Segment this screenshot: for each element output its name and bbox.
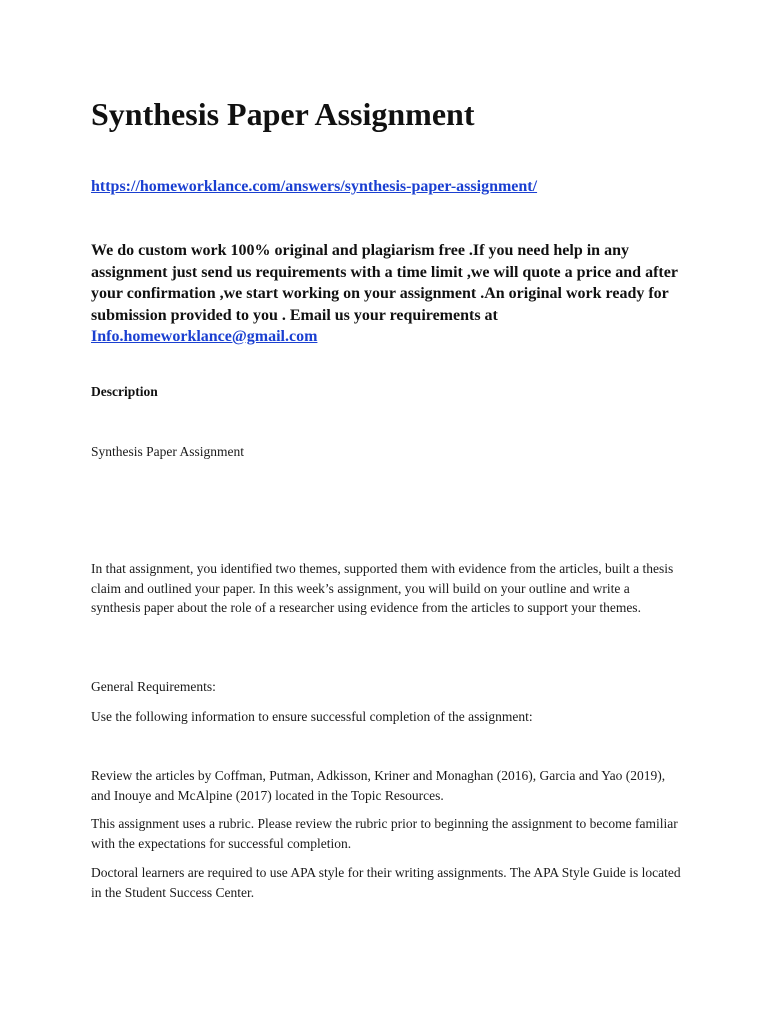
description-heading: Description	[91, 384, 158, 399]
promo-paragraph	[91, 240, 681, 348]
assignment-paragraph: In that assignment, you identified two themes, supported them with evidence from the articles, built a thesis claim and outlined your paper. In this week’s assignment, you will build on your outline and write a synthesis paper about the role of a researcher using evidence from the articles to support your themes.	[91, 561, 674, 616]
promo-text: We do custom work 100% original and plagiarism free .If you need help in any assignment just send us requirements with a time limit ,we will quote a price and after your confirmation ,we start working on your assignment .An original work ready for submission provided to you . Email us your requirements at	[91, 242, 678, 324]
source-url-link[interactable]: https://homeworklance.com/answers/synthesis-paper-assignment/	[91, 178, 538, 195]
requirement-apa-style: Doctoral learners are required to use APA style for their writing assignments. The APA Style Guide is located in the Student Success Center.	[91, 865, 681, 900]
email-link[interactable]: Info.homeworklance@gmail.com	[91, 328, 318, 345]
requirement-articles: Review the articles by Coffman, Putman, Adkisson, Kriner and Monaghan (2016), Garcia and Yao (2019), and Inouye and McAlpine (2017) located in the Topic Resources.	[91, 768, 666, 803]
document-title: Synthesis Paper Assignment	[91, 96, 475, 132]
requirement-rubric: This assignment uses a rubric. Please review the rubric prior to beginning the assignment to become familiar with the expectations for successful completion.	[91, 816, 678, 851]
general-requirements-intro: Use the following information to ensure successful completion of the assignment:	[91, 709, 533, 724]
general-requirements-heading: General Requirements:	[91, 679, 216, 694]
assignment-subtitle: Synthesis Paper Assignment	[91, 444, 245, 459]
